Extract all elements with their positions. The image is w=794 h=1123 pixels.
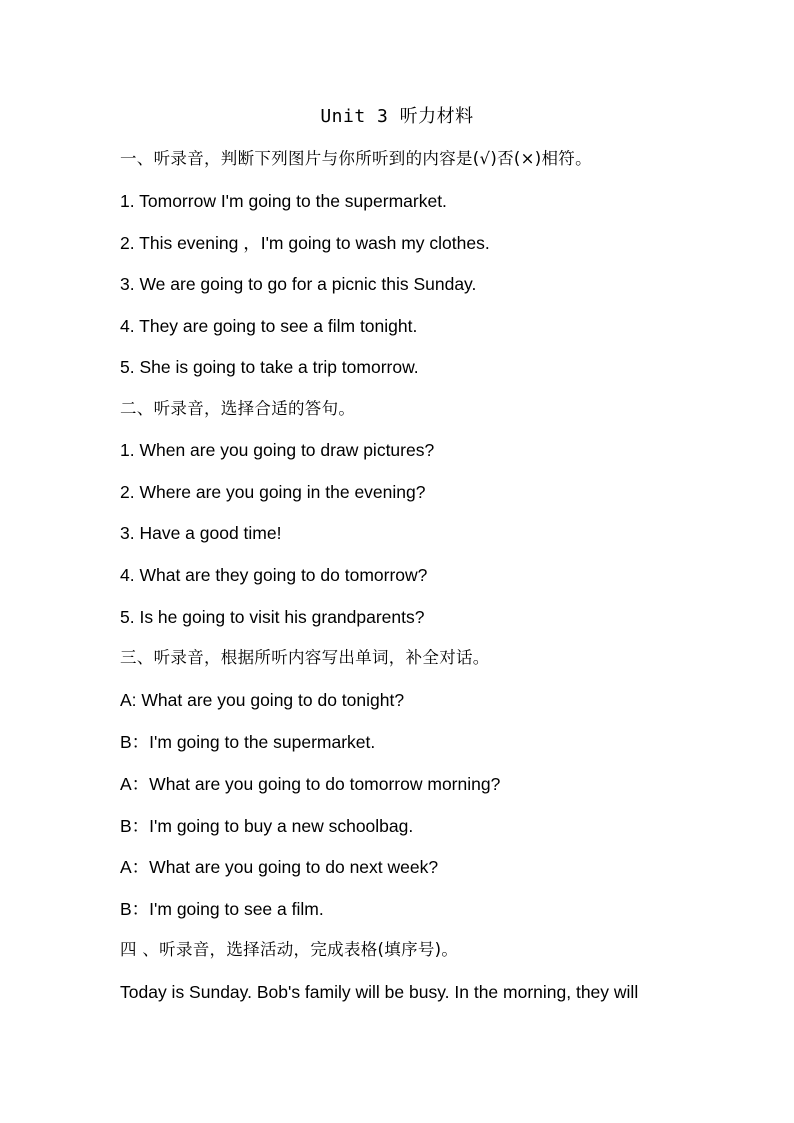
dialogue-line-5: A：What are you going to do next week? bbox=[120, 857, 439, 877]
section-2-item-5: 5. Is he going to visit his grandparents? bbox=[120, 607, 425, 627]
dialogue-line-6: B：I'm going to see a film. bbox=[120, 899, 324, 919]
dialogue-line-1: A: What are you going to do tonight? bbox=[120, 690, 405, 710]
section-1-item-5: 5. She is going to take a trip tomorrow. bbox=[120, 357, 419, 377]
section-1-item-3: 3. We are going to go for a picnic this Sunday. bbox=[120, 274, 477, 294]
section-3-heading: 三、听录音，根据所听内容写出单词，补全对话。 bbox=[120, 648, 490, 667]
section-1-item-1: 1. Tomorrow I'm going to the supermarket. bbox=[120, 191, 447, 211]
dialogue-line-3: A：What are you going to do tomorrow morning? bbox=[120, 774, 501, 794]
section-1-item-2: 2. This evening ，I'm going to wash my clothes. bbox=[120, 233, 490, 253]
section-2-item-1: 1. When are you going to draw pictures? bbox=[120, 440, 435, 460]
section-4-text: Today is Sunday. Bob's family will be busy. In the morning, they will bbox=[120, 982, 639, 1002]
section-1-heading: 一、听录音，判断下列图片与你所听到的内容是(√)否(×)相符。 bbox=[120, 149, 592, 168]
section-2-item-4: 4. What are they going to do tomorrow? bbox=[120, 565, 428, 585]
section-4-heading: 四 、听录音，选择活动，完成表格(填序号)。 bbox=[120, 940, 459, 959]
section-1-item-4: 4. They are going to see a film tonight. bbox=[120, 316, 418, 336]
section-2-item-3: 3. Have a good time! bbox=[120, 523, 282, 543]
dialogue-line-4: B：I'm going to buy a new schoolbag. bbox=[120, 816, 414, 836]
section-2-heading: 二、听录音，选择合适的答句。 bbox=[120, 399, 356, 418]
section-2-item-2: 2. Where are you going in the evening? bbox=[120, 482, 426, 502]
dialogue-line-2: B：I'm going to the supermarket. bbox=[120, 732, 376, 752]
page-title: Unit 3 听力材料 bbox=[320, 106, 474, 127]
